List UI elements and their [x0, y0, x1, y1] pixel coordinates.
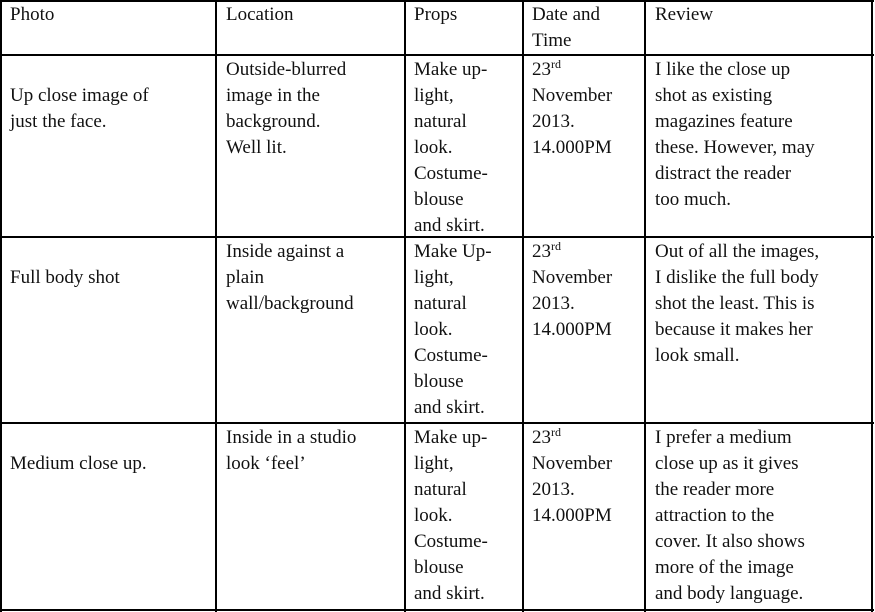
cell-line: Inside in a studio	[226, 427, 357, 448]
header-cell	[655, 2, 713, 28]
cell-line: too much.	[655, 189, 731, 210]
column-divider	[644, 0, 646, 612]
cell-line: Well lit.	[226, 137, 287, 158]
cell-line: attraction to the	[655, 505, 775, 526]
cell-line: light,	[414, 453, 454, 474]
date-cell	[532, 57, 612, 161]
column-divider	[522, 0, 524, 612]
date-day	[532, 239, 612, 265]
cell-line: light,	[414, 85, 454, 106]
cell-line: Review	[655, 4, 714, 25]
cell-line: November	[532, 267, 613, 288]
cell-line: Date and	[532, 4, 601, 25]
cell-line: Full body shot	[10, 267, 120, 288]
cell-line: look ‘feel’	[226, 453, 306, 474]
date-cell	[532, 239, 612, 343]
cell-line: these. However, may	[655, 137, 815, 158]
cell-line: Location	[226, 4, 294, 25]
ordinal-suffix: rd	[551, 239, 561, 253]
cell-line: blouse	[414, 189, 464, 210]
cell-line: 14.000PM	[532, 505, 612, 526]
header-cell	[10, 2, 54, 28]
cell-line: natural	[414, 479, 467, 500]
location-cell	[226, 239, 354, 317]
day-number: 23	[532, 241, 551, 262]
cell-line: Time	[532, 30, 572, 51]
cell-line: Up close image of	[10, 85, 149, 106]
cell-line: 2013.	[532, 479, 575, 500]
cell-line: cover. It also shows	[655, 531, 805, 552]
cell-line: Costume-	[414, 345, 488, 366]
ordinal-suffix: rd	[551, 57, 561, 71]
cell-line: more of the image	[655, 557, 794, 578]
cell-line: 14.000PM	[532, 137, 612, 158]
header-cell	[414, 2, 457, 28]
cell-line: Make up-	[414, 59, 488, 80]
cell-line: I prefer a medium	[655, 427, 792, 448]
column-divider	[215, 0, 217, 612]
review-cell	[655, 239, 819, 369]
location-cell	[226, 57, 346, 161]
cell-line: magazines feature	[655, 111, 793, 132]
cell-line: Make Up-	[414, 241, 492, 262]
column-divider	[404, 0, 406, 612]
cell-line: shot as existing	[655, 85, 773, 106]
cell-line: Costume-	[414, 163, 488, 184]
cell-line: Inside against a	[226, 241, 345, 262]
cell-line: natural	[414, 111, 467, 132]
cell-line: because it makes her	[655, 319, 813, 340]
date-cell	[532, 425, 612, 529]
cell-line: Out of all the images,	[655, 241, 820, 262]
row-divider	[0, 422, 874, 424]
cell-line: 2013.	[532, 293, 575, 314]
photo-cell	[10, 83, 149, 135]
photo-cell	[10, 451, 147, 477]
cell-line: light,	[414, 267, 454, 288]
table-border	[0, 0, 2, 612]
cell-line: November	[532, 85, 613, 106]
cell-line: I like the close up	[655, 59, 791, 80]
cell-line: background.	[226, 111, 321, 132]
date-day	[532, 425, 612, 451]
table-border	[0, 609, 874, 611]
ordinal-suffix: rd	[551, 425, 561, 439]
cell-line: I dislike the full body	[655, 267, 819, 288]
cell-line: and skirt.	[414, 583, 485, 604]
cell-line: Costume-	[414, 531, 488, 552]
cell-line: just the face.	[10, 111, 107, 132]
cell-line: distract the reader	[655, 163, 792, 184]
cell-line: Photo	[10, 4, 55, 25]
cell-line: 2013.	[532, 111, 575, 132]
cell-line: look.	[414, 137, 453, 158]
cell-line: look small.	[655, 345, 740, 366]
day-number: 23	[532, 59, 551, 80]
cell-line: wall/background	[226, 293, 354, 314]
cell-line: look.	[414, 505, 453, 526]
review-cell	[655, 425, 805, 607]
props-cell	[414, 425, 488, 607]
props-cell	[414, 239, 492, 421]
cell-line: Outside-blurred	[226, 59, 347, 80]
cell-line: image in the	[226, 85, 320, 106]
cell-line: and skirt.	[414, 215, 485, 236]
header-cell	[532, 2, 600, 54]
cell-line: blouse	[414, 371, 464, 392]
review-cell	[655, 57, 815, 213]
cell-line: 14.000PM	[532, 319, 612, 340]
table-border	[871, 0, 873, 612]
day-number: 23	[532, 427, 551, 448]
cell-line: Medium close up.	[10, 453, 147, 474]
props-cell	[414, 57, 488, 239]
cell-line: close up as it gives	[655, 453, 799, 474]
location-cell	[226, 425, 356, 477]
cell-line: natural	[414, 293, 467, 314]
cell-line: plain	[226, 267, 264, 288]
cell-line: November	[532, 453, 613, 474]
cell-line: Props	[414, 4, 458, 25]
cell-line: blouse	[414, 557, 464, 578]
cell-line: the reader more	[655, 479, 775, 500]
cell-line: and skirt.	[414, 397, 485, 418]
row-divider	[0, 54, 874, 56]
cell-line: Make up-	[414, 427, 488, 448]
cell-line: and body language.	[655, 583, 804, 604]
date-day	[532, 57, 612, 83]
header-cell	[226, 2, 294, 28]
photo-cell	[10, 265, 120, 291]
cell-line: look.	[414, 319, 453, 340]
cell-line: shot the least. This is	[655, 293, 815, 314]
